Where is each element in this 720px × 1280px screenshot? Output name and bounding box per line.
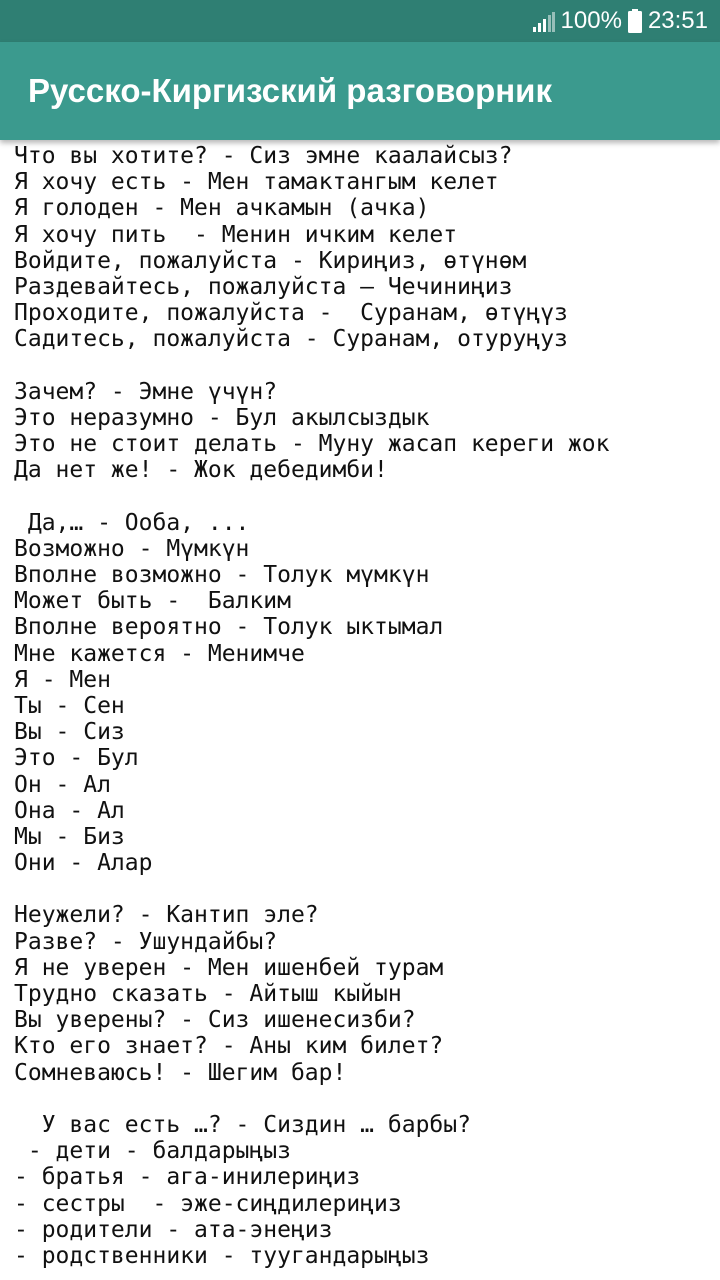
phrase-line: Садитесь, пожалуйста - Суранам, отуруңуз — [14, 326, 568, 353]
phrase-line: Что вы хотите? - Сиз эмне каалайсыз? — [14, 143, 513, 169]
phrase-line: Может быть - Балким — [14, 588, 291, 615]
phrase-line: Они - Алар — [14, 850, 153, 877]
phrase-line: Я не уверен - Мен ишенбей турам — [14, 954, 444, 981]
phrase-line: - родственники - туугандарыңыз — [14, 1242, 430, 1269]
blank-line — [14, 1086, 714, 1112]
status-bar — [0, 0, 720, 42]
phrase-list[interactable] — [14, 143, 714, 1280]
phrase-line: Зачем? - Эмне үчүн? — [14, 378, 278, 405]
blank-line — [14, 353, 714, 379]
phrase-line: Вполне возможно - Толук мүмкүн — [14, 562, 430, 588]
blank-line — [14, 876, 714, 902]
phrase-line: Разве? - Ушундайбы? — [14, 928, 278, 955]
phrase-line: Я голоден - Мен ачкамын (ачка) — [14, 195, 430, 222]
phrase-line: Проходите, пожалуйста - Суранам, өтүңүз — [14, 300, 568, 327]
phrase-line: Я хочу есть - Мен тамактангым келет — [14, 169, 499, 196]
phrase-line: Вполне вероятно - Толук ыктымал — [14, 614, 444, 641]
status-time: 23:51 — [647, 7, 708, 34]
phrase-line: Возможно - Мүмкүн — [14, 535, 250, 562]
phrase-line: Неужели? - Кантип эле? — [14, 902, 319, 929]
phrase-line: Мне кажется - Менимче — [14, 640, 305, 667]
phrase-line: Трудно сказать - Айтыш кыйын — [14, 981, 402, 1007]
phrase-line: Да,… - Ооба, ... — [14, 509, 250, 536]
phrase-line: Это не стоит делать - Муну жасап кереги жок — [14, 431, 610, 458]
phrase-line: - сестры - эже-сиңдилериңиз — [14, 1190, 402, 1217]
phrase-line: Войдите, пожалуйста - Кириңиз, өтүнөм — [14, 247, 527, 274]
phrase-line: Мы - Биз — [14, 823, 125, 850]
battery-icon — [628, 9, 642, 33]
phrase-line: Сомневаюсь! - Шегим бар! — [14, 1059, 347, 1086]
phrase-line: Он - Ал — [14, 771, 111, 798]
phrase-line: Я - Мен — [14, 666, 111, 693]
phrase-line: Да нет же! - Жок дебедимби! — [14, 457, 388, 484]
phrase-line: - братья - ага-инилериңиз — [14, 1164, 361, 1191]
phrase-line: Я хочу пить - Менин ичким келет — [14, 221, 458, 248]
blank-line — [14, 483, 714, 509]
phrase-line: Вы - Сиз — [14, 719, 125, 746]
battery-percent: 100% — [560, 7, 622, 34]
phrase-line: Ты - Сен — [14, 692, 125, 719]
app-title: Русско-Киргизский разговорник — [28, 72, 552, 109]
app-bar — [0, 42, 720, 140]
phrase-line: Вы уверены? - Сиз ишенесизби? — [14, 1007, 416, 1034]
phrase-line: Раздевайтесь, пожалуйста – Чечиниңиз — [14, 273, 513, 300]
phrase-line: - родители - ата-энеңиз — [14, 1216, 333, 1243]
phrase-line: Она - Ал — [14, 797, 125, 824]
phrase-line: Кто его знает? - Аны ким билет? — [14, 1033, 444, 1060]
phrase-line: Это - Бул — [14, 745, 139, 772]
status-indicators — [533, 0, 708, 42]
phrase-line: У вас есть …? - Сиздин … барбы? — [14, 1111, 471, 1138]
signal-icon — [533, 11, 555, 31]
phrase-line: Это неразумно - Бул акылсыздык — [14, 404, 430, 431]
phrase-line: - дети - балдарыңыз — [14, 1138, 291, 1165]
